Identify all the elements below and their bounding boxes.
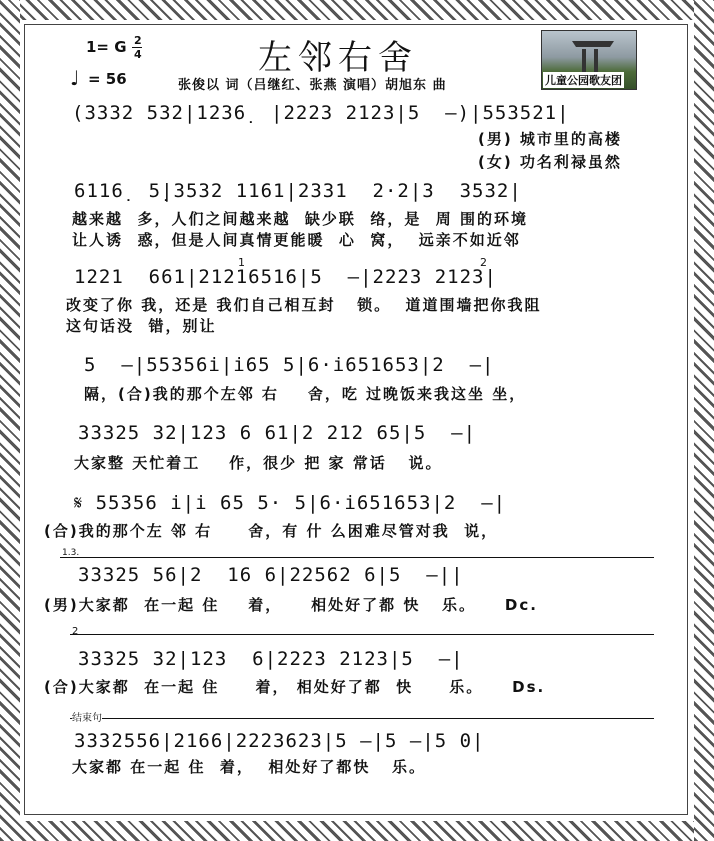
quarter-note-icon: ♩: [70, 66, 80, 90]
decorative-border-right: [694, 0, 714, 841]
photo-caption: 儿童公园歌友团: [545, 74, 622, 87]
tempo-marking: = 56: [88, 70, 127, 88]
score-row-6: 𝄋 55356 i|i 65 5· 5|6·i651653|2 –|: [74, 492, 507, 514]
lyric-row-3-a: 改变了你 我，还是 我们自己相互封 锁。 道道围墙把你我阻: [66, 296, 542, 314]
lyric-row-1-male: (男) 城市里的高楼: [478, 130, 622, 148]
lyric-row-7: (男)大家都 在一起 住 着， 相处好了都 快 乐。 Dc.: [44, 596, 538, 614]
volta-2-mark: 2: [480, 256, 487, 269]
volta-1-mark: 1: [238, 256, 245, 269]
score-row-9: 3332556|2166|2223623|5 –|5 –|5 0|: [74, 730, 485, 752]
score-row-2: 6116̣ 5̣|3532 1161|2331 2·2|3 3532|: [74, 180, 522, 202]
song-title: 左邻右舍: [258, 38, 418, 78]
volta-2-label: 2: [72, 626, 79, 637]
lyric-row-2-a: 越来越 多，人们之间越来越 缺少联 络，是 周 围的环境: [72, 210, 529, 228]
score-row-4: 5 –|55356i|i65 5|6·i651653|2 –|: [84, 354, 495, 376]
lyric-row-5: 大家整 天忙着工 作，很少 把 家 常话 说。: [74, 454, 443, 472]
pavilion-roof-shape: [572, 41, 614, 71]
volta-bracket-2: [70, 634, 654, 635]
score-row-8: 33325 32|123 6|2223 2123|5 –|: [78, 648, 464, 670]
lyric-row-9: 大家都 在一起 住 着， 相处好了都快 乐。: [72, 758, 427, 776]
decorative-border-left: [0, 0, 20, 841]
ending-label: 结束句: [72, 709, 102, 724]
score-row-5: 33325 32|123 6 61|2 212 65|5 –|: [78, 422, 477, 444]
ending-bracket: [70, 718, 654, 719]
lyric-row-4: 隔，(合)我的那个左邻 右 舍，吃 过晚饭来我这坐 坐，: [84, 385, 527, 403]
score-row-7: 33325 56|2 16 6|22562 6|5 –||: [78, 564, 464, 586]
key-signature: 1= G: [86, 38, 127, 56]
time-signature-bottom: 4: [134, 48, 142, 61]
score-row-1: (3332 532|1236̣ |2223 2123|5 –)|553521|: [72, 102, 570, 124]
decorative-border-top: [0, 0, 714, 20]
lyric-row-2-b: 让人诱 惑，但是人间真情更能暖 心 窝， 远亲不如近邻: [72, 231, 521, 249]
volta-1-3-label: 1.3.: [62, 548, 80, 558]
lyric-row-3-b: 这句话没 错，别让: [66, 317, 217, 335]
decorative-border-bottom: [0, 821, 714, 841]
credits: 张俊以 词（吕继红、张燕 演唱）胡旭东 曲: [178, 78, 447, 93]
lyric-row-1-female: (女) 功名利禄虽然: [478, 153, 622, 171]
pavilion-pillars-shape: [582, 49, 586, 73]
volta-bracket-1-3: [60, 557, 654, 558]
lyric-row-6: (合)我的那个左 邻 右 舍，有 什 么困难尽管对我 说，: [44, 522, 499, 540]
score-row-3: 1221 661|21216516|5 –|2223 2123|: [74, 266, 497, 288]
time-signature-top: 2: [134, 34, 142, 47]
lyric-row-8: (合)大家都 在一起 住 着， 相处好了都 快 乐。 Ds.: [44, 678, 546, 696]
